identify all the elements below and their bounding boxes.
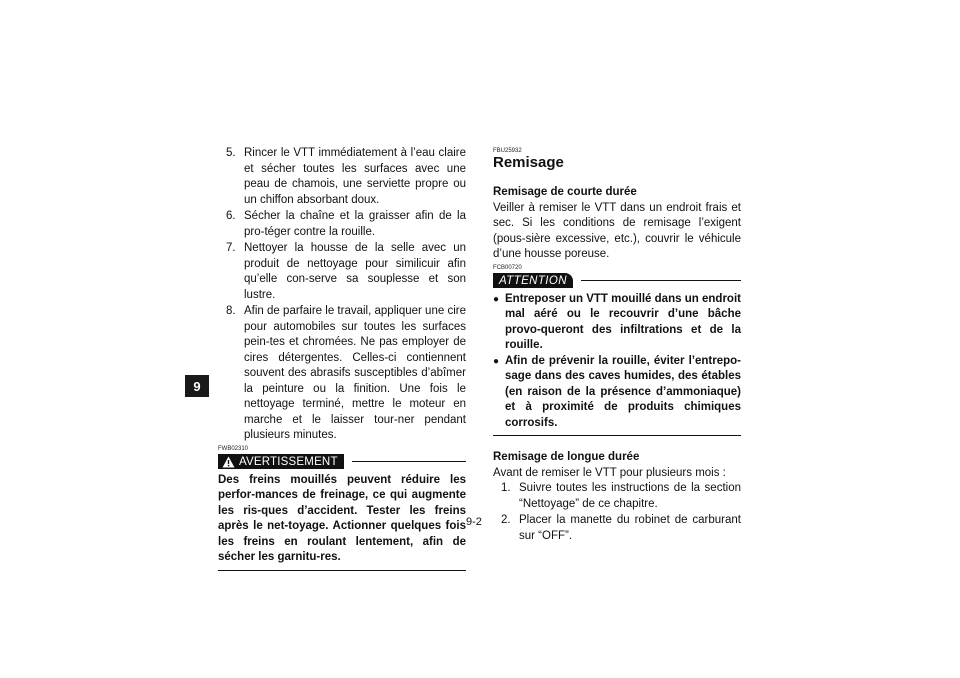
caution-code: FCB00720	[493, 264, 522, 271]
chapter-tab: 9	[185, 375, 209, 397]
page-number: 9-2	[466, 516, 482, 528]
long-term-heading: Remisage de longue durée	[493, 451, 640, 463]
step-number: 8.	[226, 305, 236, 317]
step-number: 5.	[226, 147, 236, 159]
left-column	[218, 146, 466, 571]
step-text: Rincer le VTT immédiatement à l’eau claire et sécher toutes les surfaces avec une peau de chamois, une serviette propre ou un chiffon absorbant doux.	[244, 147, 466, 206]
warning-triangle-icon	[222, 456, 235, 468]
warning-label: AVERTISSEMENT	[239, 455, 338, 468]
step-item	[218, 146, 466, 208]
caution-text: Entreposer un VTT mouillé dans un endroit mal aéré ou le recouvrir d’une bâche provo-queront des infiltrations et de la rouille.	[505, 292, 741, 351]
bullet-icon: ●	[493, 355, 500, 367]
caution-header	[493, 273, 741, 288]
step-text: Suivre toutes les instructions de la section “Nettoyage” de ce chapitre.	[519, 482, 741, 510]
caution-list	[493, 292, 741, 437]
step-number: 6.	[226, 210, 236, 222]
step-item	[493, 513, 741, 544]
step-item	[218, 304, 466, 444]
caution-item	[493, 354, 741, 432]
caution-rule	[581, 280, 741, 281]
step-number: 7.	[226, 242, 236, 254]
caution-text: Afin de prévenir la rouille, éviter l’entrepo-sage dans des caves humides, des étables (en raison de la présence d’ammoniaque) et à proximité de produits chimiques corrosifs.	[505, 354, 741, 429]
section-title: Remisage	[493, 154, 564, 171]
bullet-icon: ●	[493, 293, 500, 305]
step-text: Nettoyer la housse de la selle avec un produit de nettoyage pour similicuir afin qu’elle con-serve sa souplesse et son lustre.	[244, 242, 466, 301]
short-term-text: Veiller à remiser le VTT dans un endroit frais et sec. Si les conditions de remisage l’exigent (pous-sière excessive, etc.), couvrir le véhicule d’une housse poreuse.	[493, 201, 741, 260]
long-term-intro: Avant de remiser le VTT pour plusieurs mois :	[493, 466, 726, 479]
caution-item	[493, 292, 741, 354]
step-number: 2.	[501, 514, 511, 526]
step-item	[493, 481, 741, 512]
step-item	[218, 241, 466, 303]
short-term-heading: Remisage de courte durée	[493, 186, 637, 198]
warning-rule	[352, 461, 466, 462]
cleaning-steps	[218, 146, 466, 444]
section-code: FBU25932	[493, 148, 522, 154]
long-term-steps	[493, 481, 741, 544]
step-number: 1.	[501, 482, 511, 494]
warning-text: Des freins mouillés peuvent réduire les perfor-mances de freinage, ce qui augmente les ris-ques d’accident. Tester les freins après le net-toyage. Actionner quelques fois les freins en roulant lentement, afin de sécher les garnitu-res.	[218, 473, 466, 571]
spacer	[493, 436, 741, 450]
warning-code: FWB02310	[218, 445, 249, 452]
right-column	[493, 146, 741, 545]
step-item	[218, 209, 466, 240]
warning-badge	[218, 454, 344, 469]
caution-badge: ATTENTION	[493, 273, 573, 288]
step-text: Afin de parfaire le travail, appliquer une cire pour automobiles sur toutes les surfaces pein-tes et chromées. Ne pas employer de cires détergentes. Celles-ci contiennent souvent des abrasifs susceptibles d’abîmer la peinture ou la finition. Une fois le nettoyage terminé, mettre le moteur en marche et le laisser tour-ner pendant plusieurs minutes.	[244, 305, 466, 441]
step-text: Sécher la chaîne et la graisser afin de la pro-téger contre la rouille.	[244, 210, 466, 238]
step-text: Placer la manette du robinet de carburant sur “OFF”.	[519, 514, 741, 542]
warning-header	[218, 454, 466, 469]
